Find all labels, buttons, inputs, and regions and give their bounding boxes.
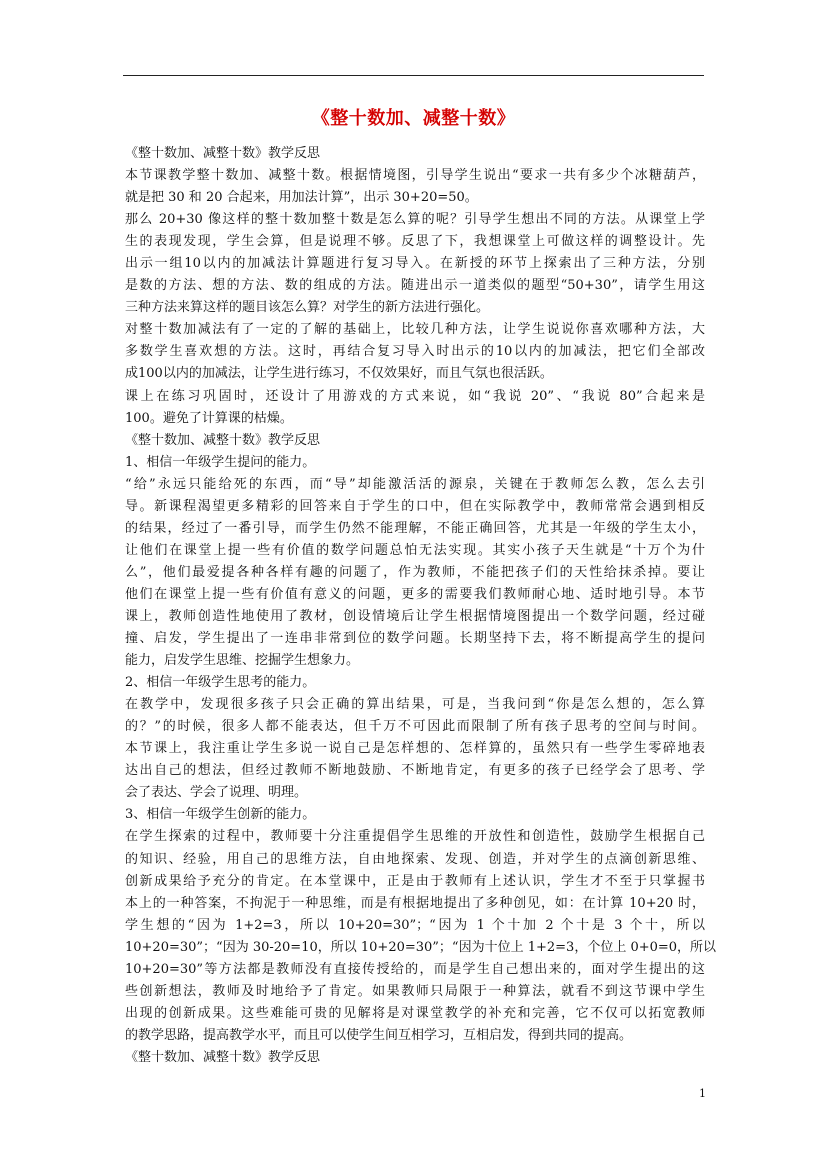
text-line: 那么 20+30 像这样的整十数加整十数是怎么算的呢？引导学生想出不同的方法。从课堂上学 [125,212,705,228]
text-line: 课上在练习巩固时，还设计了用游戏的方式来说，如“我说 20”、“我说 80”合起来是 [125,388,705,404]
text-line: 在学生探索的过程中，教师要十分注重提倡学生思维的开放性和创造性，鼓励学生根据自己 [125,829,705,845]
text-line: 本节课上，我注重让学生多说一说自己是怎样想的、怎样算的，虽然只有一些学生零碎地表 [125,741,705,757]
text-line: 的结果，经过了一番引导，而学生仍然不能理解，不能正确回答，尤其是一年级的学生太小， [125,520,705,536]
page-number: 1 [699,1087,706,1100]
text-line: “给”永远只能给死的东西，而“导”却能激活活的源泉，关键在于教师怎么教，怎么去引 [125,476,705,492]
text-line: 出现的创新成果。这些难能可贵的见解将是对课堂教学的补充和完善，它不仅可以拓宽教师 [125,1005,705,1021]
text-line: 会了表达、学会了说理、明理。 [125,785,308,801]
text-line: 多数学生喜欢想的方法。这时，再结合复习导入时出示的10以内的加减法，把它们全部改 [125,344,705,360]
text-line: 些创新想法，教师及时地给予了肯定。如果教师只局限于一种算法，就看不到这节课中学生 [125,983,705,999]
text-line: 100。避免了计算课的枯燥。 [125,410,293,426]
text-line: 本节课教学整十数加、减整十数。根据情境图，引导学生说出“要求一共有多少个冰糖葫芦， [125,168,705,184]
text-line: 是数的方法、想的方法、数的组成的方法。随进出示一道类似的题型“50+30”，请学生用这 [125,278,705,294]
text-line: 2、相信一年级学生思考的能力。 [125,675,316,691]
document-body [125,143,717,1069]
text-line: 的教学思路，提高教学水平，而且可以使学生间互相学习，互相启发，得到共同的提高。 [125,1027,633,1043]
text-line: 么”，他们最爱提各种各样有趣的问题了，作为教师，不能把孩子们的天性给抹杀掉。要让 [125,564,705,580]
text-line: 出示一组10以内的加减法计算题进行复习导入。在新授的环节上探索出了三种方法，分别 [125,256,705,272]
text-line: 导。新课程渴望更多精彩的回答来自于学生的口中，但在实际教学中，教师常常会遇到相反 [125,498,705,514]
text-line: 《整十数加、减整十数》教学反思 [125,432,321,448]
text-line: 生的表现发现，学生会算，但是说理不够。反思了下，我想课堂上可做这样的调整设计。先 [125,234,705,250]
text-line: 让他们在课堂上提一些有价值的数学问题总怕无法实现。其实小孩子天生就是“十万个为什 [125,542,705,558]
text-line: 三种方法来算这样的题目该怎么算？对学生的新方法进行强化。 [125,300,490,316]
text-line: 10+20=30”等方法都是教师没有直接传授给的，而是学生自己想出来的，面对学生提出的这 [125,961,705,977]
text-line: 学生想的“因为 1+2=3，所以 10+20=30”；“因为 1 个十加 2 个十是 3 个十，所以 [125,917,705,933]
text-line: 本上的一种答案，不拘泥于一种思维，而是有根据地提出了多种创见，如：在计算 10+20 时， [125,895,705,911]
text-line: 课上，教师创造性地使用了教材，创设情境后让学生根据情境图提出一个数学问题，经过碰 [125,608,705,624]
text-line: 对整十数加减法有了一定的了解的基础上，比较几种方法，让学生说说你喜欢哪种方法，大 [125,322,705,338]
text-line: 的知识、经验，用自己的思维方法，自由地探索、发现、创造，并对学生的点滴创新思维、 [125,851,705,867]
text-line: 就是把 30 和 20 合起来，用加法计算”，出示 30+20=50。 [125,190,478,206]
text-line: 撞、启发，学生提出了一连串非常到位的数学问题。长期坚持下去，将不断提高学生的提问 [125,631,705,647]
text-line: 能力，启发学生思维、挖掘学生想象力。 [125,653,360,669]
text-line: 创新成果给予充分的肯定。在本堂课中，正是由于教师有上述认识，学生才不至于只掌握书 [125,873,705,889]
text-line: 他们在课堂上提一些有价值有意义的问题，更多的需要我们教师耐心地、适时地引导。本节 [125,586,705,602]
document-title: 《整十数加、减整十数》 [311,108,516,129]
text-line: 3、相信一年级学生创新的能力。 [125,807,316,823]
text-line: 10+20=30”；“因为 30-20=10，所以 10+20=30”；“因为十位上 1+2=3，个位上 0+0=0，所以 [125,939,717,955]
text-line: 《整十数加、减整十数》教学反思 [125,146,321,161]
text-line: 《整十数加、减整十数》教学反思 [125,1049,321,1065]
header-rule [123,75,704,76]
text-line: 在教学中，发现很多孩子只会正确的算出结果，可是，当我问到“你是怎么想的，怎么算 [125,697,705,713]
text-line: 成100以内的加减法，让学生进行练习，不仅效果好，而且气氛也很活跃。 [125,366,553,382]
text-line: 达出自己的想法，但经过教师不断地鼓励、不断地肯定，有更多的孩子已经学会了思考、学 [125,763,705,779]
text-line: 1、相信一年级学生提问的能力。 [125,454,316,470]
text-line: 的？”的时候，很多人都不能表达，但千万不可因此而限制了所有孩子思考的空间与时间。 [125,719,705,735]
